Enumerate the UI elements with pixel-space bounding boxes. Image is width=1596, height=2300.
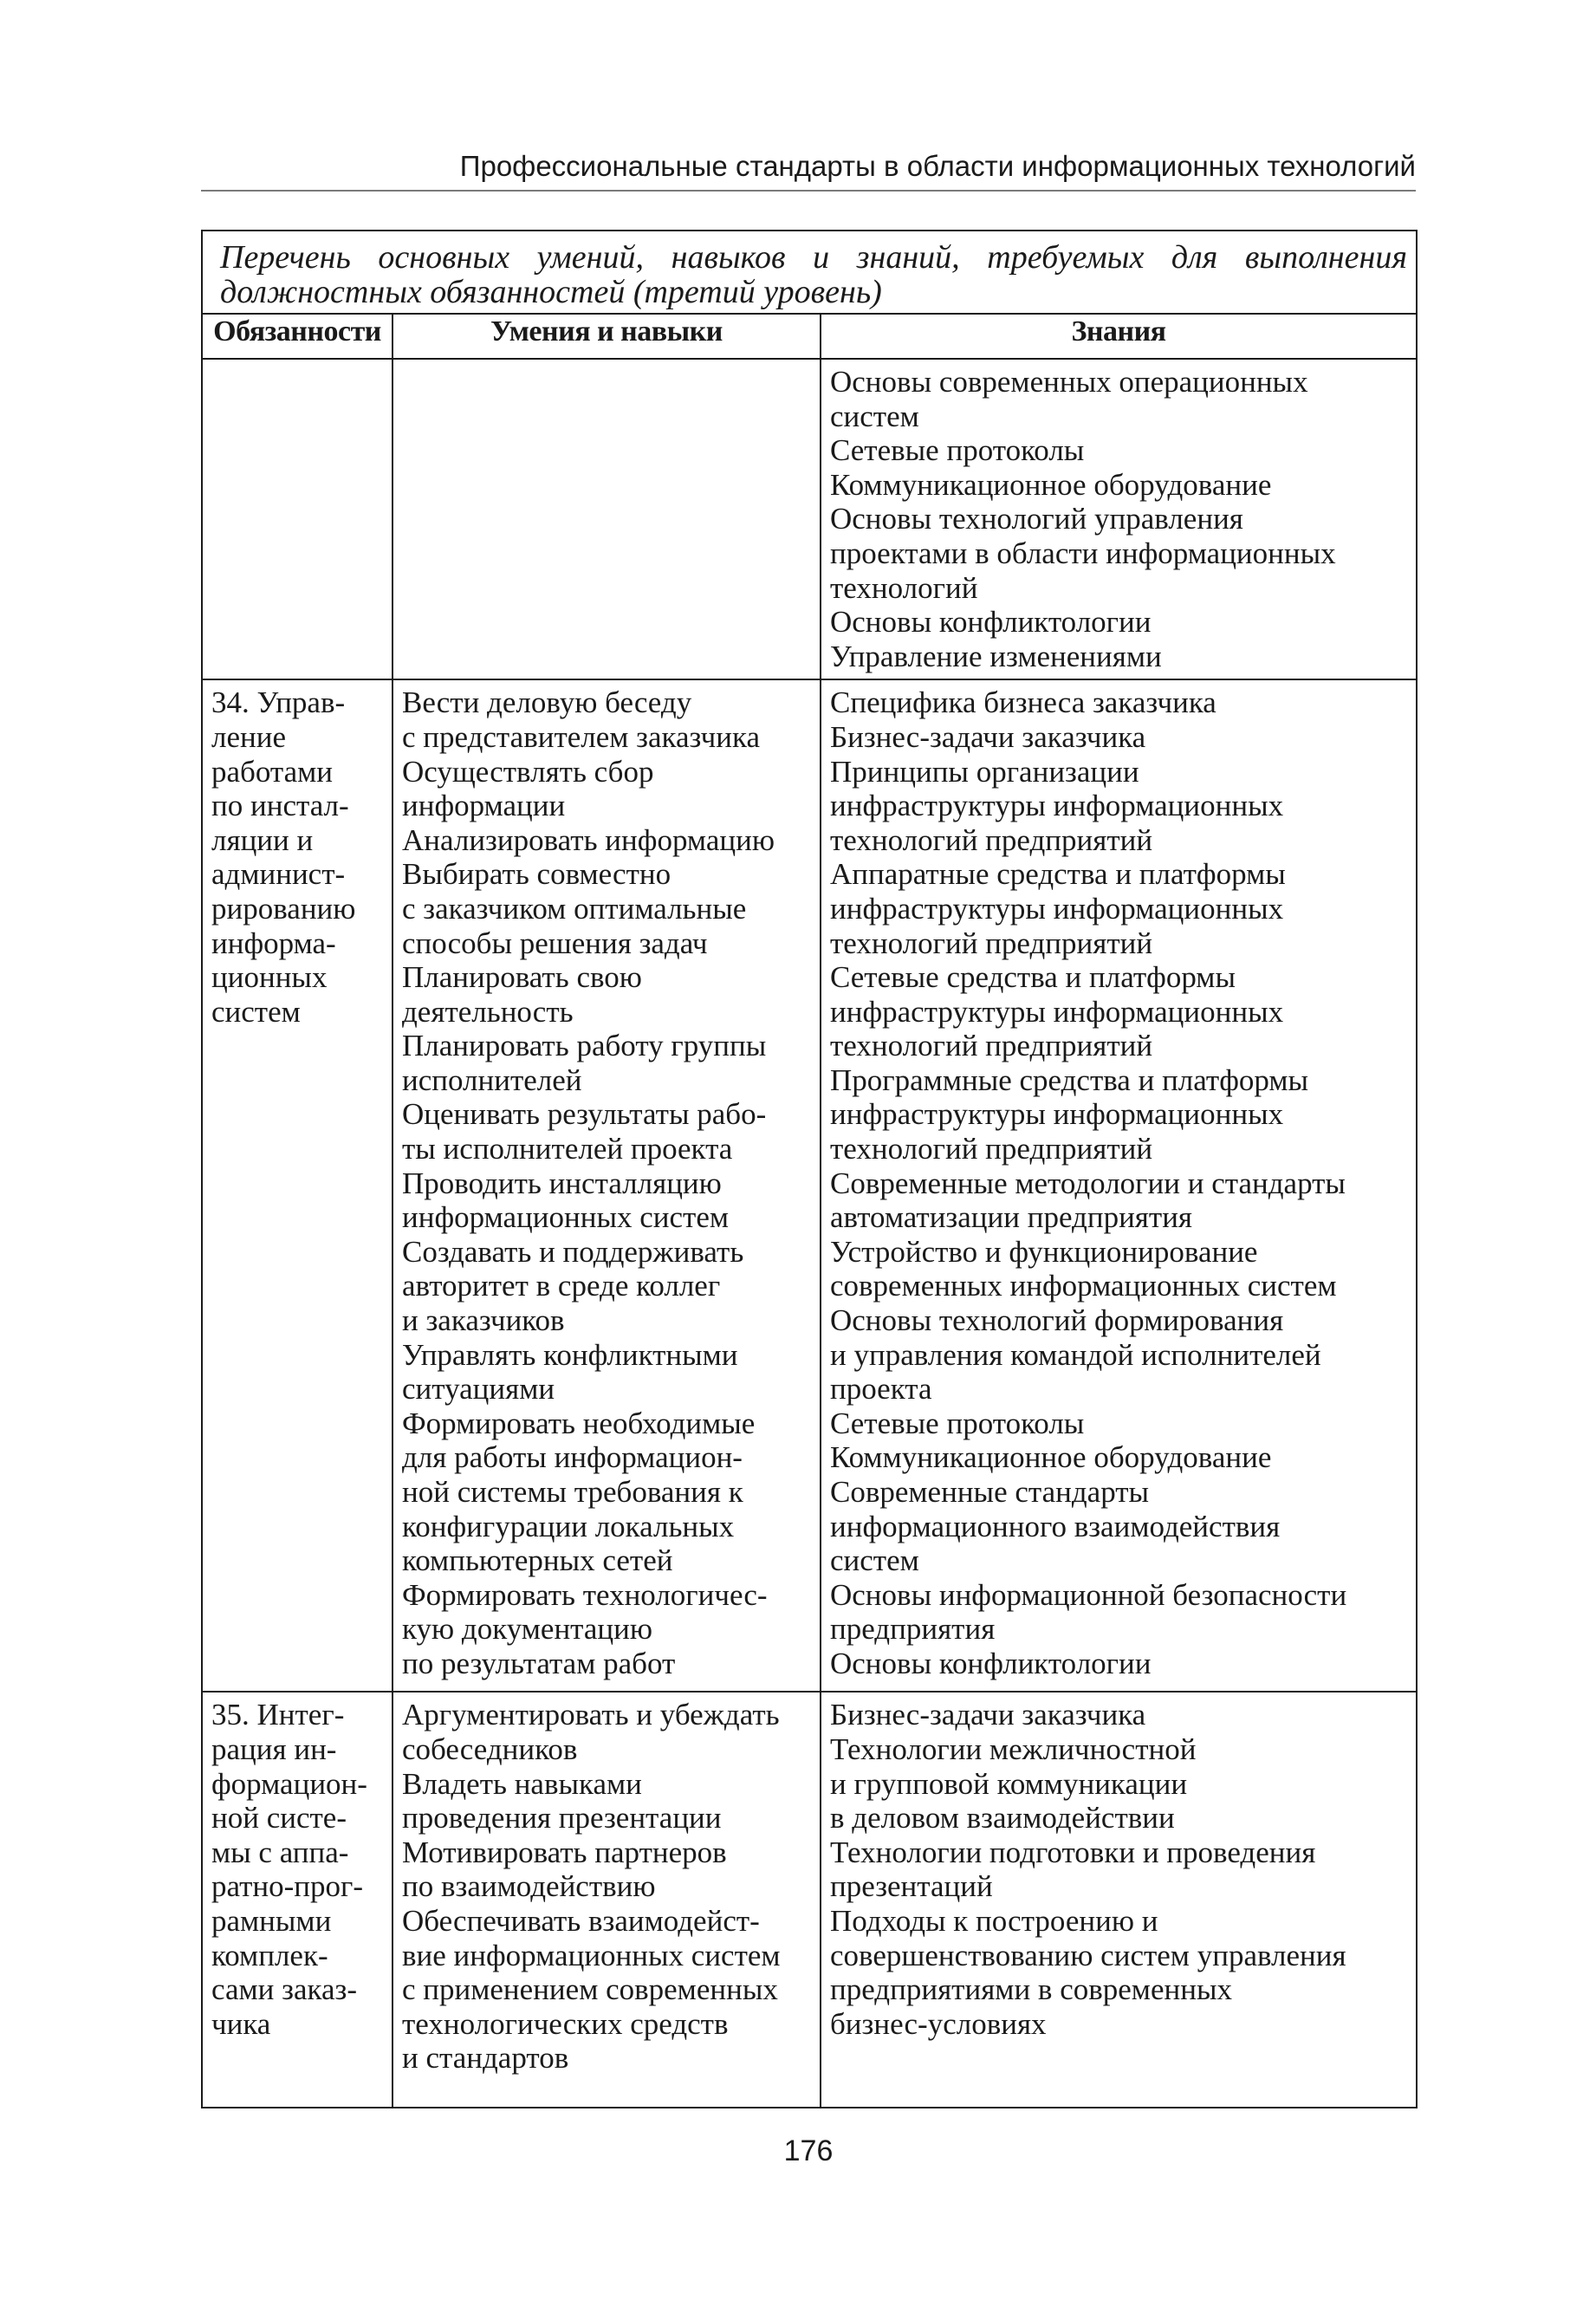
cell-line: формацион- [211,1766,367,1801]
cell-line: Сетевые средства и платформы [830,960,1236,995]
cell-line: Бизнес-задачи заказчика [830,719,1146,754]
cell-line: Подходы к построению и [830,1903,1158,1938]
cell-line: конфигурации локальных [402,1509,735,1543]
cell-line: по инстал- [211,789,349,823]
table-caption-row [202,231,1417,314]
cell-line: Технологии подготовки и проведения [830,1835,1316,1869]
cell-line: Основы информационной безопасности [830,1577,1347,1612]
cell-line: информационного взаимодействия [830,1509,1281,1543]
cell-line: проведения презентации [402,1801,722,1835]
table-caption: Перечень основных умений, навыков и знаний, требуемых для выполнения должностных обязанностей (третий уровень) [202,231,1417,314]
cell-line: деятельность [402,994,574,1029]
cell-line: Сетевые протоколы [830,433,1085,468]
header-knowledge: Знания [821,314,1417,359]
table-header-row [202,314,1417,359]
cell-line: предприятиями в современных [830,1972,1232,2007]
cell-line: инфраструктуры информационных [830,994,1284,1029]
header-rule [201,190,1416,192]
cell-line: админист- [211,857,346,892]
cell-line: ционных [211,960,328,995]
cell-line: исполнителей [402,1062,582,1097]
duty-cell [202,679,393,1692]
table-row [202,679,1417,1692]
cell-line: кую документацию [402,1612,653,1647]
cell-line: Формировать необходимые [402,1406,756,1440]
cell-line: технологических средств [402,2006,729,2041]
cell-line: вие информационных систем [402,1938,781,1972]
cell-line: и управления командой исполнителей [830,1337,1321,1372]
running-header: Профессиональные стандарты в области информационных технологий [459,150,1416,182]
cell-line: Основы технологий формирования [830,1303,1284,1338]
skills-cell [393,1692,821,2108]
cell-line: систем [830,399,919,433]
knowledge-cell [821,1692,1417,2108]
cell-line: систем [211,994,301,1029]
cell-line: по взаимодействию [402,1869,656,1904]
cell-line: Устройство и функционирование [830,1234,1258,1269]
cell-line: информационных систем [402,1200,730,1235]
cell-line: Бизнес-задачи заказчика [830,1698,1146,1732]
cell-line: рация ин- [211,1731,337,1766]
cell-line: презентаций [830,1869,993,1904]
cell-line: чика [211,2006,271,2041]
cell-line: ляции и [211,822,314,857]
cell-line: инфраструктуры информационных [830,891,1284,926]
cell-line: Планировать свою [402,960,642,995]
cell-line: Специфика бизнеса заказчика [830,685,1216,720]
cell-line: Управлять конфликтными [402,1337,738,1372]
cell-line: комплек- [211,1938,328,1972]
header-duties: Обязанности [202,314,393,359]
cell-line: способы решения задач [402,926,708,960]
cell-line: инфраструктуры информационных [830,789,1284,823]
cell-line: авторитет в среде коллег [402,1269,721,1303]
cell-line: Планировать работу группы [402,1029,767,1063]
cell-line: Коммуникационное оборудование [830,467,1272,502]
cell-line: Современные стандарты [830,1475,1150,1509]
cell-line: с представителем заказчика [402,719,761,754]
cell-line: технологий предприятий [830,1029,1153,1063]
cell-line: технологий предприятий [830,822,1153,857]
cell-line: бизнес-условиях [830,2006,1047,2041]
cell-line: Мотивировать партнеров [402,1835,727,1869]
cell-line: Основы конфликтологии [830,605,1152,640]
knowledge-cell [821,359,1417,679]
cell-line: Основы современных операционных [830,365,1308,399]
cell-line: ление [211,719,286,754]
cell-line: информации [402,789,566,823]
cell-line: и заказчиков [402,1303,565,1338]
cell-line: Принципы организации [830,754,1139,789]
cell-line: Коммуникационное оборудование [830,1440,1272,1475]
cell-line: и стандартов [402,2041,569,2076]
cell-line: мы с аппа- [211,1835,349,1869]
cell-line: систем [830,1543,919,1578]
cell-line: Проводить инсталляцию [402,1166,722,1200]
skills-cell [393,679,821,1692]
cell-line: проекта [830,1372,932,1407]
cell-line: 35. Интег- [211,1698,345,1732]
cell-line: технологий предприятий [830,926,1153,960]
cell-line: ратно-прог- [211,1869,364,1904]
cell-line: в деловом взаимодействии [830,1801,1175,1835]
cell-line: ной систе- [211,1801,347,1835]
cell-line: Технологии межличностной [830,1731,1197,1766]
cell-line: Владеть навыками [402,1766,642,1801]
duty-cell [202,359,393,679]
cell-line: технологий предприятий [830,1132,1153,1166]
cell-line: Основы технологий управления [830,502,1243,536]
cell-line: ной системы требования к [402,1475,743,1509]
cell-line: Сетевые протоколы [830,1406,1085,1440]
cell-line: Современные методологии и стандарты [830,1166,1346,1200]
duties-table [201,230,1418,2108]
cell-line: сами заказ- [211,1972,357,2007]
cell-line: Вести деловую беседу [402,685,692,720]
cell-line: информа- [211,926,336,960]
cell-line: ситуациями [402,1372,555,1407]
page-number: 176 [783,2134,834,2167]
cell-line: работами [211,754,334,789]
cell-line: Оценивать результаты рабо- [402,1097,767,1132]
cell-line: Управление изменениями [830,639,1162,673]
cell-line: проектами в области информационных [830,536,1336,570]
cell-line: автоматизации предприятия [830,1200,1193,1235]
cell-line: компьютерных сетей [402,1543,673,1578]
cell-line: Осуществлять сбор [402,754,654,789]
header-skills: Умения и навыки [393,314,821,359]
cell-line: Выбирать совместно [402,857,671,892]
knowledge-cell [821,679,1417,1692]
cell-line: инфраструктуры информационных [830,1097,1284,1132]
cell-line: 34. Управ- [211,685,346,720]
cell-line: Программные средства и платформы [830,1062,1309,1097]
cell-line: Аргументировать и убеждать [402,1698,780,1732]
cell-line: собеседников [402,1731,578,1766]
cell-line: с применением современных [402,1972,778,2007]
cell-line: ты исполнителей проекта [402,1132,733,1166]
cell-line: с заказчиком оптимальные [402,891,747,926]
cell-line: современных информационных систем [830,1269,1337,1303]
table-row [202,1692,1417,2108]
cell-line: Аппаратные средства и платформы [830,857,1286,892]
cell-line: рамными [211,1903,332,1938]
cell-line: Основы конфликтологии [830,1646,1152,1680]
table-row [202,359,1417,679]
cell-line: Анализировать информацию [402,822,775,857]
cell-line: технологий [830,570,978,605]
cell-line: Создавать и поддерживать [402,1234,744,1269]
cell-line: Обеспечивать взаимодейст- [402,1903,760,1938]
skills-cell [393,359,821,679]
cell-line: и групповой коммуникации [830,1766,1188,1801]
cell-line: для работы информацион- [402,1440,743,1475]
cell-line: предприятия [830,1612,996,1647]
cell-line: рированию [211,891,356,926]
cell-line: по результатам работ [402,1646,676,1680]
cell-line: Формировать технологичес- [402,1577,768,1612]
duty-cell [202,1692,393,2108]
cell-line: совершенствованию систем управления [830,1938,1346,1972]
